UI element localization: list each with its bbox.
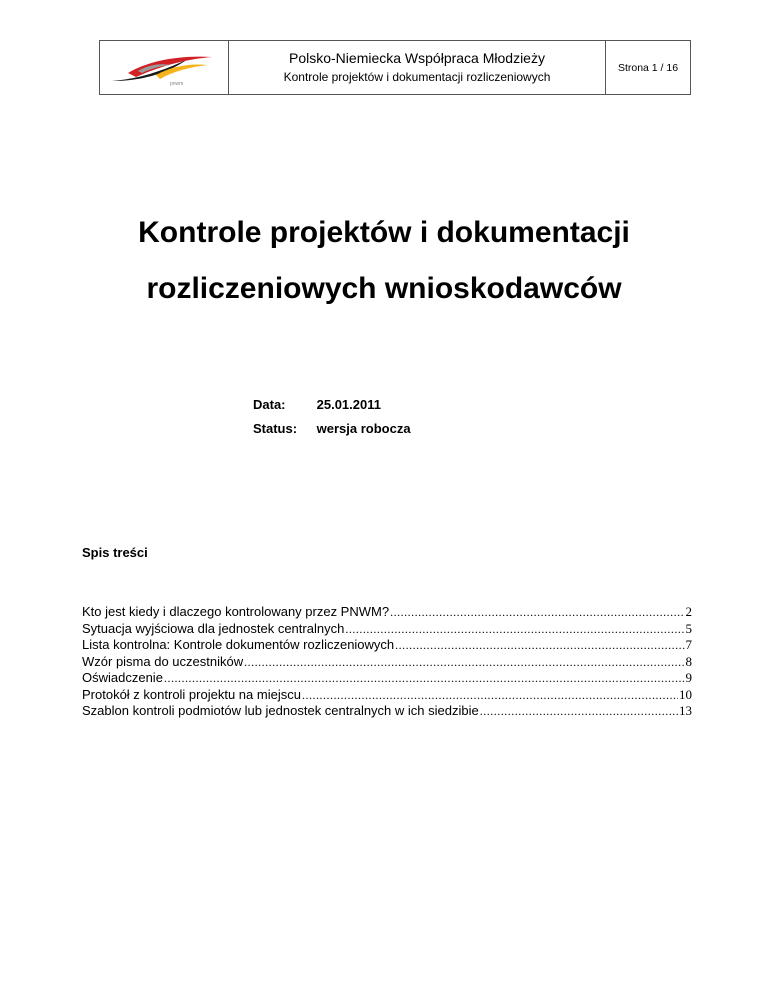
status-value: wersja robocza	[316, 421, 411, 436]
toc-entry-title: Sytuacja wyjściowa dla jednostek centralnych	[82, 620, 345, 636]
toc-entry-page: 2	[685, 604, 692, 619]
toc-entry-page: 9	[685, 670, 692, 685]
toc-entry-page: 5	[685, 620, 692, 636]
toc-entry[interactable]	[82, 670, 692, 687]
toc-leader	[480, 703, 678, 720]
toc-entry-title: Oświadczenie	[82, 670, 163, 685]
toc-entry-title: Protokół z kontroli projektu na miejscu	[82, 686, 301, 702]
toc-entry[interactable]	[82, 687, 692, 704]
toc-leader	[302, 687, 678, 704]
toc-leader	[390, 604, 684, 621]
logo-cell	[100, 41, 229, 94]
page-indicator: Strona 1 / 16	[617, 61, 679, 74]
toc-entry-page: 10	[679, 686, 692, 702]
document-title-line-1: Kontrole projektów i dokumentacji	[138, 216, 630, 249]
toc-leader	[244, 654, 684, 671]
toc-entry-page: 7	[685, 637, 692, 652]
status-row	[253, 421, 411, 436]
organization-name: Polsko-Niemiecka Współpraca Młodzieży	[289, 50, 545, 66]
toc-entry-title: Szablon kontroli podmiotów lub jednostek centralnych w ich siedzibie	[82, 703, 479, 718]
svg-text:pnwm: pnwm	[170, 81, 184, 87]
toc-entry[interactable]	[82, 703, 692, 720]
toc-entry[interactable]	[82, 621, 692, 638]
document-title-line-2: rozliczeniowych wnioskodawców	[146, 272, 622, 305]
toc-leader	[164, 670, 685, 687]
toc-entry[interactable]	[82, 654, 692, 671]
pnwm-logo-icon	[108, 51, 220, 87]
toc-leader	[395, 637, 684, 654]
toc-entry-page: 13	[679, 703, 692, 718]
header-title-cell	[229, 41, 606, 94]
toc-entry-title: Kto jest kiedy i dlaczego kontrolowany przez PNWM?	[82, 604, 390, 619]
date-value: 25.01.2011	[316, 397, 381, 412]
table-of-contents	[82, 604, 692, 720]
toc-entry-title: Wzór pisma do uczestników	[82, 653, 244, 669]
toc-entry[interactable]	[82, 604, 692, 621]
toc-entry-title: Lista kontrolna: Kontrole dokumentów rozliczeniowych	[82, 637, 395, 652]
toc-entry[interactable]	[82, 637, 692, 654]
header-subtitle: Kontrole projektów i dokumentacji rozliczeniowych	[283, 70, 551, 84]
toc-entry-page: 8	[685, 653, 692, 669]
toc-heading: Spis treści	[82, 545, 148, 560]
status-label: Status:	[253, 421, 298, 436]
date-row	[253, 397, 381, 412]
toc-leader	[345, 621, 684, 638]
date-label: Data:	[253, 397, 286, 412]
page-header	[99, 40, 691, 95]
